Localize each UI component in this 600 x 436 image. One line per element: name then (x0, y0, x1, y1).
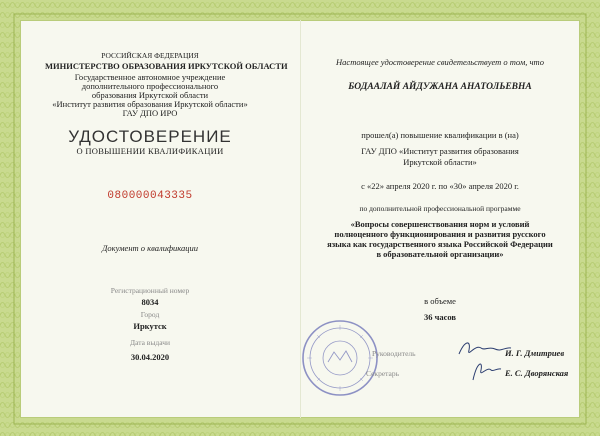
org-line: образования Иркутской области (91, 90, 209, 100)
serial-number: 080000043335 (107, 190, 193, 202)
issue-date-value: 30.04.2020 (130, 352, 170, 362)
secretary-signature (465, 356, 505, 384)
holder-name: БОДААЛАЙ АЙДУЖАНА АНАТОЛЬЕВНА (348, 82, 532, 92)
country-label: РОССИЙСКАЯ ФЕДЕРАЦИЯ (101, 51, 199, 60)
passed-text: прошел(а) повышение квалификации в (на) (361, 130, 519, 140)
secretary-name: Е. С. Дворянская (505, 368, 569, 378)
city-label: Город (140, 310, 160, 319)
document-subtitle: О ПОВЫШЕНИИ КВАЛИФИКАЦИИ (76, 146, 224, 156)
issue-date-label: Дата выдачи (129, 338, 171, 347)
program-intro: по дополнительной профессиональной программе (359, 204, 521, 213)
org-line: «Институт развития образования Иркутской области» (52, 99, 248, 109)
secretary-label: Секретарь (366, 369, 400, 378)
city-value: Иркутск (133, 321, 167, 331)
program-line: полноценного функционирования и развития русского (334, 229, 546, 239)
head-label: Руководитель (372, 349, 416, 358)
volume-label: в объеме (424, 296, 456, 306)
volume-value: 36 часов (423, 312, 457, 322)
org-short-name: ГАУ ДПО ИРО (122, 108, 178, 118)
institution-line: Иркутской области» (403, 157, 477, 167)
ministry-label: МИНИСТЕРСТВО ОБРАЗОВАНИЯ ИРКУТСКОЙ ОБЛАСТИ (45, 61, 288, 71)
reg-number-value: 8034 (141, 297, 159, 307)
reg-number-label: Регистрационный номер (110, 286, 190, 295)
program-line: языка как государственного языка Российской Федерации (327, 239, 553, 249)
institution-line: ГАУ ДПО «Институт развития образования (361, 146, 519, 156)
document-type: Документ о квалификации (101, 243, 199, 253)
intro-text: Настоящее удостоверение свидетельствует о том, что (336, 57, 544, 67)
org-line: Государственное автономное учреждение (74, 72, 226, 82)
official-seal-stamp (300, 318, 380, 398)
training-period: с «22» апреля 2020 г. по «30» апреля 2020 г. (361, 181, 519, 191)
org-line: дополнительного профессионального (81, 81, 219, 91)
head-name: И. Г. Дмитриев (505, 348, 565, 358)
program-line: «Вопросы совершенствования норм и условий (350, 219, 530, 229)
document-title: УДОСТОВЕРЕНИЕ (68, 127, 232, 146)
program-line: в образовательной организации» (376, 249, 504, 259)
